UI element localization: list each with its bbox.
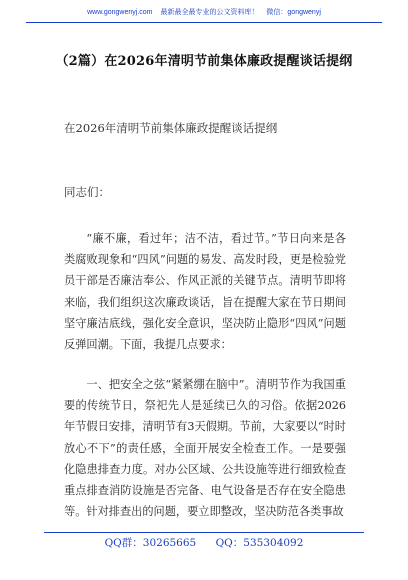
footer-qq-group: QQ群：30265665 (104, 537, 197, 549)
header-text (0, 7, 408, 17)
footer-text (0, 535, 408, 550)
header-site-link[interactable]: www.gongwenyj.com (87, 9, 153, 16)
page-header (0, 0, 408, 28)
header-divider (26, 22, 382, 23)
header-slogan: 最新最全最专业的公文资料库！ (160, 9, 259, 16)
body-paragraph-2: 一、把安全之弦“紧紧绷在脑中”。清明节作为我国重要的传统节日，祭祀先人是延续已久的习俗。依据2026年节假日安排，清明节有3天假期。节前，大家要以“时时放心不下”的责任感，全面开展安全检查工作。一是要强化隐患排查力度。对办公区域、公共设施等进行细致检查重点排查消防设施是否完备、电气设备是否存在安全隐患等。针对排查出的问题，要立即整改，坚决防范各类事故 (64, 378, 346, 519)
footer-qq: QQ：535304092 (215, 537, 304, 549)
footer-divider (44, 532, 364, 533)
document-title: （2篇）在2026年清明节前集体廉政提醒谈话提纲 (55, 54, 353, 69)
header-wechat: 微信：gongwenyj (266, 9, 321, 16)
document-subtitle: 在2026年清明节前集体廉政提醒谈话提纲 (64, 121, 278, 135)
page-footer (0, 532, 408, 580)
greeting: 同志们： (64, 185, 110, 199)
body-paragraph-1: “廉不廉，看过年；洁不洁，看过节。”节日向来是各类腐败现象和“四风”问题的易发、高发时段，更是检验党员干部是否廉洁奉公、作风正派的关键节点。清明节即将来临，我们组织这次廉政谈话，旨在提醒大家在节日期间坚守廉洁底线，强化安全意识，坚决防止隐形“四风”问题反弹回潮。下面，我提几点要求： (64, 232, 346, 352)
